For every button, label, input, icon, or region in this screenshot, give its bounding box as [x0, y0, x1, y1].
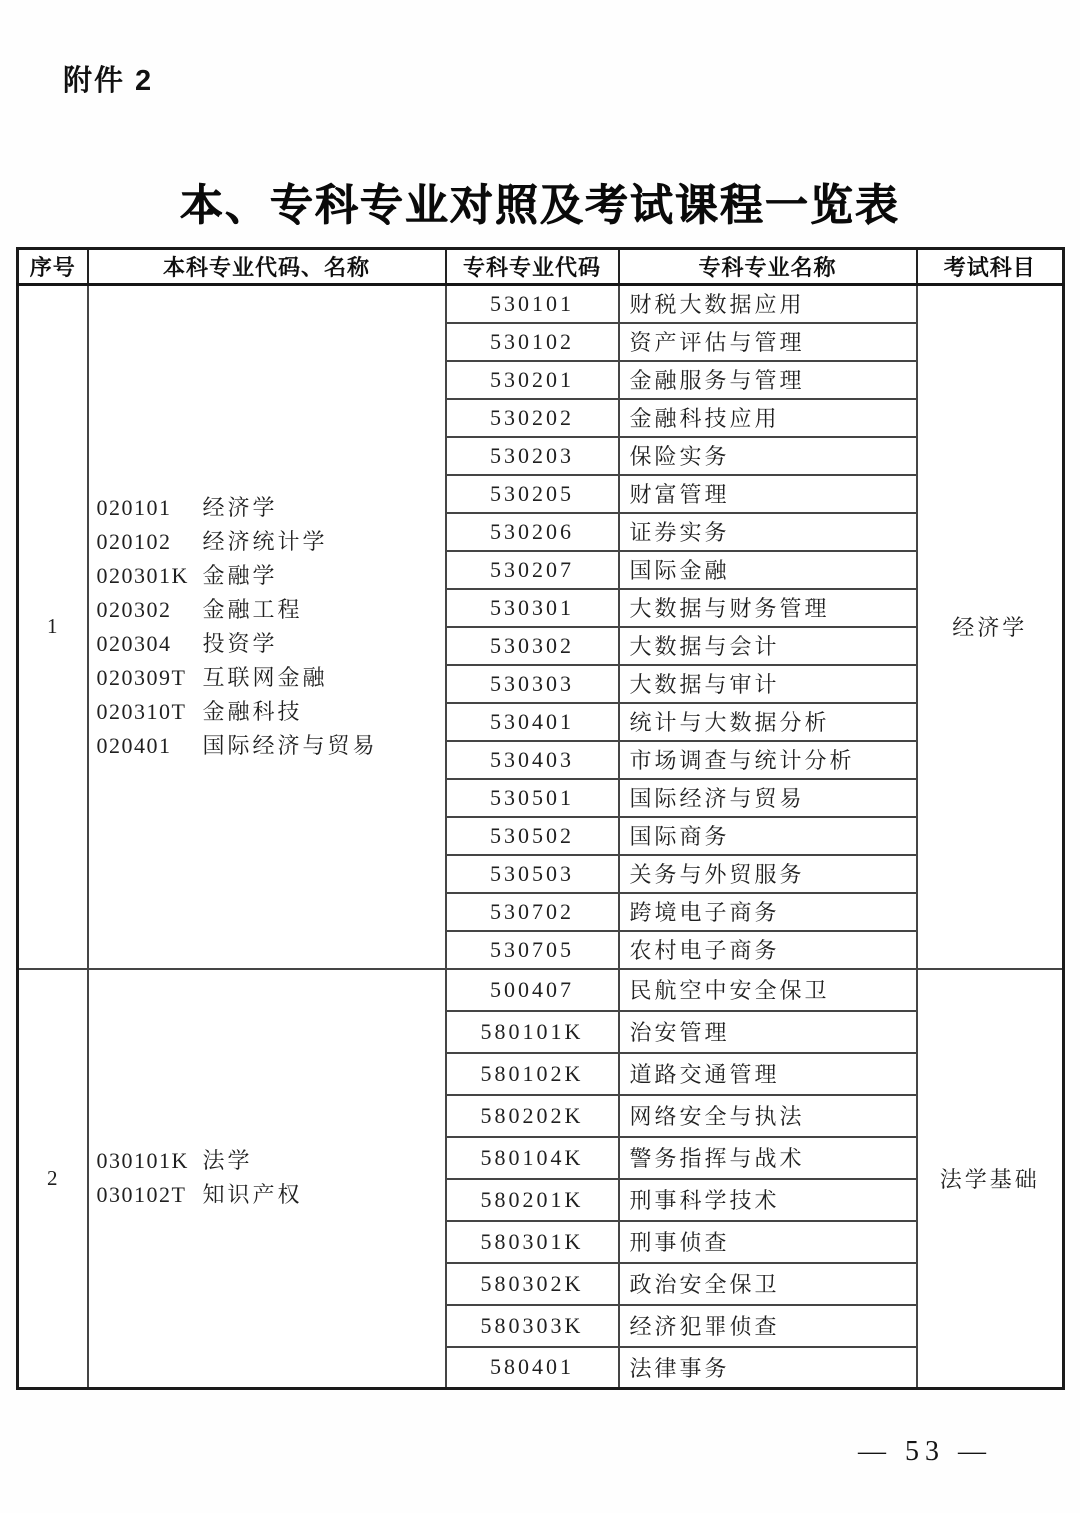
undergrad-major-line: [97, 1144, 441, 1178]
college-major-name-cell: 保险实务: [619, 437, 917, 475]
college-major-code-cell: 530502: [446, 817, 619, 855]
college-major-name-cell: 金融科技应用: [619, 399, 917, 437]
college-major-code-cell: 530201: [446, 361, 619, 399]
college-major-name-cell: 国际商务: [619, 817, 917, 855]
undergrad-major-line: [97, 1178, 441, 1212]
undergrad-major-code: 020101: [96, 494, 172, 520]
college-major-code-cell: 530702: [446, 893, 619, 931]
college-major-name-cell: 国际金融: [619, 551, 917, 589]
college-major-code-cell: 580401: [446, 1347, 619, 1389]
college-major-name-cell: 刑事侦查: [619, 1221, 917, 1263]
undergrad-major-line: [97, 627, 441, 661]
undergrad-major-name: 金融工程: [202, 596, 303, 622]
college-major-name-cell: 证券实务: [619, 513, 917, 551]
college-major-name-cell: 政治安全保卫: [619, 1263, 917, 1305]
exam-subject-cell: 经济学: [917, 285, 1064, 969]
college-major-name-cell: 道路交通管理: [619, 1053, 917, 1095]
college-major-code-cell: 580202K: [446, 1095, 619, 1137]
college-major-code-cell: 530403: [446, 741, 619, 779]
undergrad-majors-cell: [88, 285, 446, 969]
undergrad-major-code: 020302: [96, 596, 172, 622]
college-major-code-cell: 530503: [446, 855, 619, 893]
section-seq-cell: 2: [18, 969, 88, 1389]
undergrad-major-code: 020309T: [96, 664, 187, 690]
page-number: — 53 —: [858, 1436, 992, 1467]
college-major-name-cell: 农村电子商务: [619, 931, 917, 969]
undergrad-major-code: 020310T: [96, 698, 187, 724]
college-major-code-cell: 530705: [446, 931, 619, 969]
college-major-name-cell: 大数据与会计: [619, 627, 917, 665]
college-major-code-cell: 530501: [446, 779, 619, 817]
college-major-name-cell: 治安管理: [619, 1011, 917, 1053]
college-major-code-cell: 530301: [446, 589, 619, 627]
undergrad-major-name: 互联网金融: [202, 664, 328, 690]
college-major-code-cell: 530102: [446, 323, 619, 361]
undergrad-major-name: 经济学: [202, 494, 278, 520]
undergrad-major-code: 020304: [96, 630, 172, 656]
college-major-code-cell: 530207: [446, 551, 619, 589]
college-major-name-cell: 财税大数据应用: [619, 285, 917, 323]
college-major-code-cell: 580101K: [446, 1011, 619, 1053]
college-major-name-cell: 财富管理: [619, 475, 917, 513]
majors-table: [16, 247, 1065, 1390]
exam-subject-cell: 法学基础: [917, 969, 1064, 1389]
college-major-code-cell: 530205: [446, 475, 619, 513]
college-major-name-cell: 法律事务: [619, 1347, 917, 1389]
undergrad-majors-cell: [88, 969, 446, 1389]
section-seq-cell: 1: [18, 285, 88, 969]
undergrad-major-line: [97, 593, 441, 627]
table-header-row: [18, 249, 1064, 285]
undergrad-major-name: 金融学: [202, 562, 278, 588]
undergrad-major-name: 金融科技: [202, 698, 303, 724]
undergrad-major-line: [97, 729, 441, 763]
college-major-code-cell: 530206: [446, 513, 619, 551]
college-major-code-cell: 530101: [446, 285, 619, 323]
undergrad-major-line: [97, 661, 441, 695]
college-major-code-cell: 580102K: [446, 1053, 619, 1095]
college-major-name-cell: 关务与外贸服务: [619, 855, 917, 893]
college-major-name-cell: 跨境电子商务: [619, 893, 917, 931]
college-major-row: [18, 969, 1064, 1011]
college-major-name-cell: 金融服务与管理: [619, 361, 917, 399]
table-body: [18, 285, 1064, 1389]
college-major-name-cell: 警务指挥与战术: [619, 1137, 917, 1179]
header-college-name: 专科专业名称: [619, 249, 917, 285]
attachment-label: 附件 2: [63, 65, 154, 97]
undergrad-major-line: [97, 491, 441, 525]
undergrad-major-code: 020401: [96, 732, 172, 758]
undergrad-major-code: 030102T: [96, 1182, 187, 1208]
undergrad-major-code: 020102: [96, 528, 172, 554]
undergrad-major-line: [97, 559, 441, 593]
college-major-code-cell: 530203: [446, 437, 619, 475]
college-major-name-cell: 刑事科学技术: [619, 1179, 917, 1221]
college-major-name-cell: 国际经济与贸易: [619, 779, 917, 817]
header-undergrad: 本科专业代码、名称: [88, 249, 446, 285]
undergrad-major-name: 国际经济与贸易: [202, 732, 378, 758]
undergrad-major-name: 知识产权: [202, 1182, 303, 1208]
undergrad-major-name: 投资学: [202, 630, 278, 656]
page-title: 本、专科专业对照及考试课程一览表: [180, 183, 900, 230]
college-major-code-cell: 530302: [446, 627, 619, 665]
college-major-code-cell: 580302K: [446, 1263, 619, 1305]
college-major-name-cell: 统计与大数据分析: [619, 703, 917, 741]
college-major-name-cell: 网络安全与执法: [619, 1095, 917, 1137]
college-major-code-cell: 500407: [446, 969, 619, 1011]
undergrad-major-code: 020301K: [96, 562, 189, 588]
college-major-row: [18, 285, 1064, 323]
college-major-name-cell: 大数据与审计: [619, 665, 917, 703]
header-exam-subject: 考试科目: [917, 249, 1064, 285]
college-major-name-cell: 经济犯罪侦查: [619, 1305, 917, 1347]
undergrad-major-line: [97, 525, 441, 559]
undergrad-major-code: 030101K: [96, 1148, 189, 1174]
college-major-name-cell: 市场调查与统计分析: [619, 741, 917, 779]
college-major-name-cell: 大数据与财务管理: [619, 589, 917, 627]
undergrad-major-name: 经济统计学: [202, 528, 328, 554]
college-major-code-cell: 580104K: [446, 1137, 619, 1179]
header-seq: 序号: [18, 249, 88, 285]
college-major-code-cell: 530202: [446, 399, 619, 437]
college-major-code-cell: 580201K: [446, 1179, 619, 1221]
college-major-code-cell: 530401: [446, 703, 619, 741]
college-major-name-cell: 资产评估与管理: [619, 323, 917, 361]
undergrad-major-line: [97, 695, 441, 729]
college-major-name-cell: 民航空中安全保卫: [619, 969, 917, 1011]
header-college-code: 专科专业代码: [446, 249, 619, 285]
college-major-code-cell: 530303: [446, 665, 619, 703]
college-major-code-cell: 580301K: [446, 1221, 619, 1263]
college-major-code-cell: 580303K: [446, 1305, 619, 1347]
undergrad-major-name: 法学: [202, 1148, 253, 1174]
